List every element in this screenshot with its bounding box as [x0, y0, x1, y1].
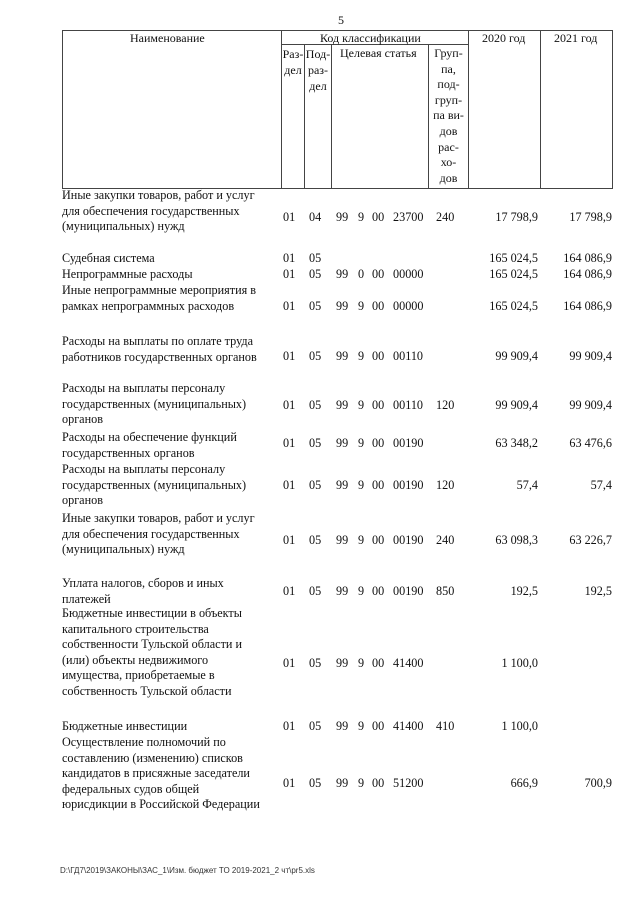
- header-vline: [612, 30, 613, 189]
- target-code-program: 99: [336, 776, 349, 790]
- row-name-line: (муниципальных) нужд: [62, 542, 185, 557]
- podrazdel-code: 05: [309, 533, 322, 547]
- target-code-program: 99: [336, 719, 349, 733]
- target-code-program: 99: [336, 533, 349, 547]
- row-name-line: федеральных судов общей: [62, 781, 200, 796]
- row-name-line: Бюджетные инвестиции: [62, 719, 188, 733]
- razdel-code: 01: [283, 267, 296, 281]
- row-name-line: собственности Тульской области и: [62, 637, 242, 652]
- target-code-direction: 41400: [393, 656, 424, 670]
- amount-2020: 63 348,2: [495, 436, 538, 450]
- amount-2021: 164 086,9: [563, 251, 612, 265]
- razdel-code: 01: [283, 436, 296, 450]
- header-target-article: Целевая статья: [340, 46, 417, 60]
- row-name-line: органов: [62, 412, 103, 427]
- row-name-line: собственность Тульской области: [62, 684, 232, 698]
- target-code-event: 00: [372, 719, 385, 733]
- target-code-program: 99: [336, 398, 349, 412]
- target-code-subprogram: 9: [358, 349, 365, 363]
- target-code-subprogram: 0: [358, 267, 365, 281]
- podrazdel-code: 05: [309, 398, 322, 412]
- row-name-line: Иные закупки товаров, работ и услуг: [62, 188, 255, 202]
- header-year-2021: 2021 год: [554, 31, 598, 45]
- row-name-line: для обеспечения государственных: [62, 526, 240, 541]
- razdel-code: 01: [283, 210, 296, 224]
- target-code-direction: 41400: [393, 719, 424, 733]
- row-name-line: Бюджетные инвестиции в объекты: [62, 606, 242, 620]
- expense-group-code: 410: [436, 719, 455, 733]
- amount-2020: 57,4: [516, 478, 538, 492]
- target-code-event: 00: [372, 398, 385, 412]
- expense-group-code: 240: [436, 533, 455, 547]
- row-name-line: (муниципальных) нужд: [62, 219, 185, 234]
- expense-group-code: 120: [436, 398, 455, 412]
- row-name-line: Уплата налогов, сборов и иных: [62, 576, 224, 590]
- target-code-event: 00: [372, 478, 385, 492]
- target-code-event: 00: [372, 210, 385, 224]
- target-code-direction: 00190: [393, 478, 424, 492]
- razdel-code: 01: [283, 299, 296, 313]
- amount-2020: 165 024,5: [489, 251, 538, 265]
- amount-2021: 99 909,4: [569, 349, 612, 363]
- amount-2020: 17 798,9: [495, 210, 538, 224]
- header-podrazdel: Под- раз- дел: [305, 47, 331, 93]
- target-code-direction: 00190: [393, 584, 424, 598]
- target-code-subprogram: 9: [358, 584, 365, 598]
- target-code-subprogram: 9: [358, 776, 365, 790]
- target-code-subprogram: 9: [358, 656, 365, 670]
- amount-2020: 192,5: [510, 584, 538, 598]
- row-name-line: рамках непрограммных расходов: [62, 298, 235, 313]
- target-code-program: 99: [336, 478, 349, 492]
- target-code-event: 00: [372, 349, 385, 363]
- podrazdel-code: 05: [309, 436, 322, 450]
- target-code-subprogram: 9: [358, 210, 365, 224]
- row-name-line: государственных (муниципальных): [62, 396, 247, 411]
- target-code-event: 00: [372, 436, 385, 450]
- amount-2021: 17 798,9: [569, 210, 612, 224]
- file-path-footer: D:\ГД7\2019\ЗАКОНЫ\ЗАС_1\Изм. бюджет ТО 2019-2021_2 чт\pr5.xls: [60, 866, 315, 875]
- header-razdel: Раз- дел: [282, 47, 304, 77]
- amount-2021: 164 086,9: [563, 267, 612, 281]
- row-name-line: государственных органов: [62, 445, 195, 460]
- row-name-line: (или) объекты недвижимого: [62, 652, 209, 667]
- header-group: Груп- па, под- груп- па ви- дов рас- хо- дов: [433, 46, 464, 185]
- amount-2021: 63 226,7: [569, 533, 612, 547]
- row-name-line: Расходы на выплаты по оплате труда: [62, 334, 254, 348]
- target-code-program: 99: [336, 656, 349, 670]
- razdel-code: 01: [283, 776, 296, 790]
- amount-2020: 99 909,4: [495, 398, 538, 412]
- target-code-event: 00: [372, 776, 385, 790]
- amount-2020: 666,9: [510, 776, 538, 790]
- podrazdel-code: 05: [309, 719, 322, 733]
- header-vline: [540, 30, 541, 189]
- target-code-subprogram: 9: [358, 478, 365, 492]
- podrazdel-code: 05: [309, 299, 322, 313]
- row-name-line: капитального строительства: [62, 621, 209, 636]
- amount-2020: 1 100,0: [501, 656, 538, 670]
- razdel-code: 01: [283, 478, 296, 492]
- row-name-line: имущества, приобретаемые в: [62, 668, 215, 683]
- header-vline: [331, 44, 332, 189]
- podrazdel-code: 05: [309, 776, 322, 790]
- target-code-direction: 00000: [393, 267, 424, 281]
- target-code-program: 99: [336, 299, 349, 313]
- razdel-code: 01: [283, 251, 296, 265]
- podrazdel-code: 05: [309, 478, 322, 492]
- target-code-event: 00: [372, 299, 385, 313]
- podrazdel-code: 05: [309, 656, 322, 670]
- expense-group-code: 850: [436, 584, 455, 598]
- amount-2021: 99 909,4: [569, 398, 612, 412]
- razdel-code: 01: [283, 398, 296, 412]
- target-code-direction: 00110: [393, 398, 424, 412]
- amount-2021: 57,4: [590, 478, 612, 492]
- row-name-line: юрисдикции в Российской Федерации: [62, 797, 260, 812]
- amount-2020: 165 024,5: [489, 267, 538, 281]
- amount-2020: 165 024,5: [489, 299, 538, 313]
- target-code-subprogram: 9: [358, 436, 365, 450]
- expense-group-code: 120: [436, 478, 455, 492]
- amount-2021: 164 086,9: [563, 299, 612, 313]
- target-code-direction: 00190: [393, 533, 424, 547]
- row-name-line: Расходы на обеспечение функций: [62, 430, 237, 444]
- amount-2020: 63 098,3: [495, 533, 538, 547]
- row-name-line: Судебная система: [62, 251, 155, 265]
- target-code-program: 99: [336, 349, 349, 363]
- target-code-direction: 23700: [393, 210, 424, 224]
- target-code-program: 99: [336, 210, 349, 224]
- row-name-line: кандидатов в присяжные заседатели: [62, 766, 250, 781]
- row-name-line: Непрограммные расходы: [62, 267, 193, 281]
- amount-2021: 700,9: [584, 776, 612, 790]
- podrazdel-code: 05: [309, 584, 322, 598]
- razdel-code: 01: [283, 656, 296, 670]
- podrazdel-code: 05: [309, 251, 322, 265]
- page-number: 5: [338, 13, 344, 27]
- target-code-event: 00: [372, 656, 385, 670]
- row-name-line: составлению (изменению) списков: [62, 750, 243, 765]
- row-name-line: Расходы на выплаты персоналу: [62, 462, 226, 476]
- amount-2020: 99 909,4: [495, 349, 538, 363]
- row-name-line: для обеспечения государственных: [62, 203, 240, 218]
- row-name-line: Расходы на выплаты персоналу: [62, 381, 226, 395]
- podrazdel-code: 04: [309, 210, 322, 224]
- razdel-code: 01: [283, 584, 296, 598]
- target-code-program: 99: [336, 267, 349, 281]
- header-name: Наименование: [130, 31, 205, 45]
- target-code-subprogram: 9: [358, 299, 365, 313]
- row-name-line: органов: [62, 493, 103, 508]
- row-name-line: Иные закупки товаров, работ и услуг: [62, 511, 255, 525]
- row-name-line: работников государственных органов: [62, 349, 257, 364]
- header-vline: [468, 30, 469, 189]
- target-code-event: 00: [372, 584, 385, 598]
- amount-2020: 1 100,0: [501, 719, 538, 733]
- header-vline: [62, 30, 63, 189]
- target-code-program: 99: [336, 436, 349, 450]
- podrazdel-code: 05: [309, 349, 322, 363]
- header-year-2020: 2020 год: [482, 31, 526, 45]
- row-name-line: Осуществление полномочий по: [62, 735, 226, 749]
- amount-2021: 192,5: [584, 584, 612, 598]
- target-code-event: 00: [372, 267, 385, 281]
- podrazdel-code: 05: [309, 267, 322, 281]
- row-name-line: государственных (муниципальных): [62, 477, 247, 492]
- razdel-code: 01: [283, 349, 296, 363]
- razdel-code: 01: [283, 533, 296, 547]
- target-code-subprogram: 9: [358, 533, 365, 547]
- header-code-group: Код классификации: [320, 31, 421, 45]
- target-code-event: 00: [372, 533, 385, 547]
- row-name-line: Иные непрограммные мероприятия в: [62, 283, 257, 297]
- target-code-subprogram: 9: [358, 719, 365, 733]
- target-code-direction: 00110: [393, 349, 424, 363]
- row-name-line: платежей: [62, 591, 111, 606]
- expense-group-code: 240: [436, 210, 455, 224]
- target-code-direction: 00190: [393, 436, 424, 450]
- target-code-direction: 51200: [393, 776, 424, 790]
- target-code-program: 99: [336, 584, 349, 598]
- amount-2021: 63 476,6: [569, 436, 612, 450]
- target-code-direction: 00000: [393, 299, 424, 313]
- target-code-subprogram: 9: [358, 398, 365, 412]
- razdel-code: 01: [283, 719, 296, 733]
